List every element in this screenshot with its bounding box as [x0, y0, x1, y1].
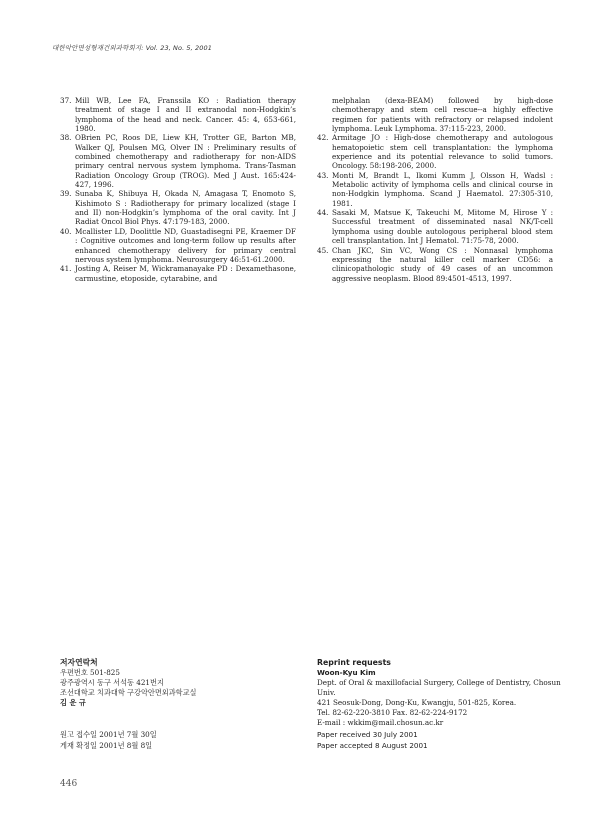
reference-text: Mill WB, Lee FA, Franssila KO : Radiation therapy treatment of stage I and II extranodal non-Hodgkin’s lymphoma of the head and neck. Cancer. 45: 4, 653-661, 1980.: [75, 96, 296, 134]
reference-number: 45.: [317, 245, 329, 255]
reference-text: Sunaba K, Shibuya H, Okada N, Amagasa T, Enomoto S, Kishimoto S : Radiotherapy for primary localized (stage I and II) non-Hodgkin’s lymphoma of the oral cavity. Int J Radiat Oncol Biol Phys. 47:179-183, 2000.: [75, 189, 296, 227]
reference-number: 43.: [317, 170, 329, 180]
reference-item: [60, 264, 296, 283]
paper-dates-korean: [60, 730, 157, 751]
references-left-column: [60, 96, 296, 283]
accepted-date: 게재 확정일 2001년 8월 8일: [60, 740, 153, 750]
reprint-requests: [317, 658, 567, 728]
reference-item: [317, 208, 553, 245]
reference-number: 41.: [60, 264, 72, 274]
reference-number: 44.: [317, 208, 329, 218]
author-name: 김 운 규: [60, 698, 86, 707]
address-line: 421 Seosuk-Dong, Dong-Ku, Kwangju, 501-825, Korea.: [317, 698, 517, 707]
reference-number: 42.: [317, 133, 329, 143]
received-date: Paper received 30 July 2001: [317, 730, 418, 739]
reference-number: 39.: [60, 189, 72, 199]
address-line: 광주광역시 동구 서석동 421번지: [60, 678, 164, 687]
contact-heading: 저자연락처: [60, 658, 98, 667]
reference-text: Monti M, Brandt L, Ikomi Kumm J, Olsson H, Wadsl : Metabolic activity of lymphoma cells and clinical course in non-Hodgkin lymphoma. Scand J Haematol. 27:305-310, 1981.: [332, 170, 553, 208]
references-right-column: [317, 96, 553, 283]
reference-item: [60, 133, 296, 189]
page-number: 446: [60, 779, 78, 789]
email: E-mail : wkkim@mail.chosun.ac.kr: [317, 718, 444, 727]
address-line: 조선대학교 치과대학 구강악안면외과학교실: [60, 688, 197, 697]
accepted-date: Paper accepted 8 August 2001: [317, 740, 428, 750]
reference-text: Sasaki M, Matsue K, Takeuchi M, Mitome M, Hirose Y : Successful treatment of disseminated nasal NK/T-cell lymphoma using double autologous peripheral blood stem cell transplantation. Int J Hematol. 71:75-78, 2000.: [332, 208, 553, 246]
reference-item: [60, 96, 296, 133]
received-date: 원고 접수일 2001년 7월 30일: [60, 730, 157, 739]
author-name: Woon-Kyu Kim: [317, 668, 376, 677]
reference-item: [317, 171, 553, 208]
reference-text: melphalan (dexa-BEAM) followed by high-dose chemotherapy and stem cell rescue--a highly effective regimen for patients with refractory or relapsed indolent lymphoma. Leuk Lymphoma. 37:115-223, 2000.: [332, 96, 553, 134]
reference-number: 38.: [60, 133, 72, 143]
reference-item: [317, 133, 553, 170]
reference-text: OBrien PC, Roos DE, Liew KH, Trotter GE, Barton MB, Walker QJ, Poulsen MG, Olver IN : Preliminary results of combined chemotherapy and radiotherapy for non-AIDS primary central nervous system lymphoma. Trans-Tasman Radiation Oncology Group (TROG). Med J Aust. 165:424-427, 1996.: [75, 133, 296, 190]
contact-heading: Reprint requests: [317, 658, 391, 667]
reference-item: [317, 96, 553, 133]
postal-code: 우편번호 501-825: [60, 668, 120, 677]
paper-dates-english: [317, 730, 428, 751]
reference-item: [60, 189, 296, 226]
reference-text: Chan JKC, Sin VC, Wong CS : Nonnasal lymphoma expressing the natural killer cell marker CD56: a clinicopathologic study of 49 cases of an uncommon aggressive neoplasm. Blood 89:4501-4513, 1997.: [332, 245, 553, 283]
author-contact-korean: [60, 658, 290, 708]
reference-item: [60, 227, 296, 264]
reference-text: Josting A, Reiser M, Wickramanayake PD : Dexamethasone, carmustine, etoposide, cytarabine, and: [75, 264, 296, 283]
reference-text: Armitage JO : High-dose chemotherapy and autologous hematopoietic stem cell transplantation: the lymphoma experience and its potential relevance to solid tumors. Oncology. 58:198-206, 2000.: [332, 133, 553, 171]
reference-text: Mcallister LD, Doolittle ND, Guastadisegni PE, Kraemer DF : Cognitive outcomes and long-term follow up results after enhanced chemotherapy delivery for primary central nervous system lymphoma. Neurosurgery 46:51-61.2000.: [75, 226, 296, 264]
reference-number: 37.: [60, 96, 72, 105]
reference-item: [317, 246, 553, 283]
journal-header: 대한악안면성형재건외과학회지: Vol. 23, No. 5, 2001: [52, 44, 212, 52]
reference-number: [317, 96, 332, 133]
phone-fax: Tel. 82-62-220-3810 Fax. 82-62-224-9172: [317, 708, 468, 717]
department: Dept. of Oral & maxillofacial Surgery, College of Dentistry, Chosun Univ.: [317, 678, 561, 697]
reference-number: 40.: [60, 226, 72, 236]
